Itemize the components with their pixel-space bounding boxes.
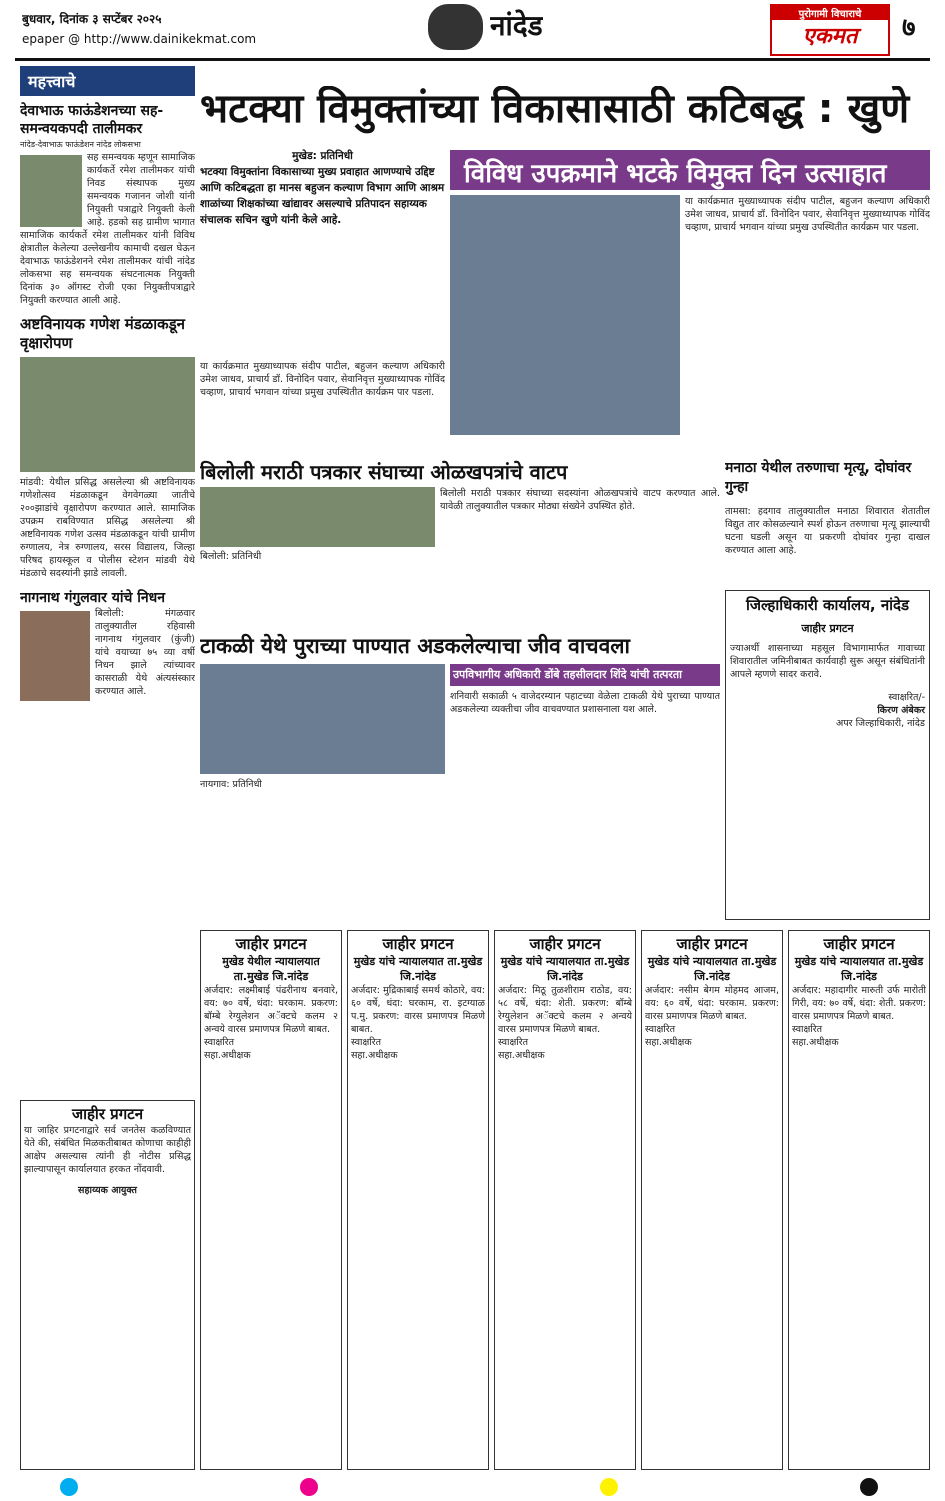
edition-date: बुधवार, दिनांक ३ सप्टेंबर २०२५ <box>22 12 162 26</box>
manatha-body: तामसा: हदगाव तालुक्यातील मनाठा शिवारात शेतातील विद्युत तार कोसळल्याने स्पर्श होऊन तरुणाचा मृत्यू झाल्याची घटना घडली असून या प्रकरणी दोघांवर गुन्हा दाखल करण्यात आला आहे. <box>725 506 930 556</box>
collector-notice-subtitle: जाहीर प्रगटन <box>801 622 854 635</box>
takli-body: शनिवारी सकाळी ५ वाजेदरम्यान पहाटच्या वेळेला टाकळी येथे पुराच्या पाण्यात अडकलेल्या व्यक्तीचा जीव वाचवण्यात प्रशासनाला यश आले. <box>450 691 720 715</box>
legal-notice-body: अर्जदार: महादागीर मारुती उर्फ मारोती गिरी, वय: ७० वर्षे, धंदा: शेती. प्रकरण: वारस प्रमाणपत्र मिळणे बाबत. <box>792 985 926 1022</box>
legal-notice <box>641 930 783 1470</box>
collector-sign-label: स्वाक्षरित/- <box>888 692 925 703</box>
section-tag: महत्त्वाचे <box>20 66 195 96</box>
legal-notice-title: जाहीर प्रगटन <box>235 935 307 953</box>
left-column <box>20 66 195 1096</box>
main-right-text: या कार्यक्रमात मुख्याध्यापक संदीप पाटील, बहुजन कल्याण अधिकारी उमेश जाधव, प्राचार्य डॉ. विनोदिन पवार, सेवानिवृत्त मुख्याध्यापक गोविंद चव्हाण, प्राचार्य भगवान यांच्या प्रमुख उपस्थितीत कार्यक्रम पार पडला. <box>685 196 930 233</box>
brand-tagline: पुरोगामी विचाराचे <box>772 6 888 20</box>
legal-notice-sign2: सहा.अधीक्षक <box>645 1037 692 1048</box>
legal-notice-body: अर्जदार: मुद्रिकाबाई समर्थ कोठारे, वय: ६० वर्षे, धंदा: घरकाम, रा. इटग्याळ प.मु. प्रकरण: वारस प्रमाणपत्र मिळणे बाबत. <box>351 985 485 1035</box>
collector-notice-body: ज्याअर्थी शासनाच्या महसूल विभागामार्फत गावाच्या शिवारातील जमिनीबाबत कार्यवाही सुरू असून संबंधितांनी आपले म्हणणे सादर करावे. <box>730 643 925 680</box>
story1-body: सह समन्वयक म्हणून सामाजिक कार्यकर्ते रमेश तालीमकर यांची निवड संस्थापक मुख्य समन्वयक गजानन जोशी यांनी नियुक्ती पत्राद्वारे नियुक्ती केली आहे. हडको सह ग्रामीण भागात सामाजिक कार्यकर्ते रमेश तालीमकर यांनी विविध क्षेत्रातील केलेल्या उल्लेखनीय कामाची दखल घेऊन देवाभाऊ फाऊंडेशनने रमेश तालीमकर यांची नांदेड लोकसभा सह समन्वयक संघटनात्मक नियुक्ती दिनांक ३० ऑगस्ट रोजी एका नियुक्तीपत्राद्वारे नियुक्ती करण्यात आली आहे. <box>20 152 195 306</box>
legal-notice <box>200 930 342 1470</box>
legal-notice-sign2: सहा.अधीक्षक <box>498 1050 545 1061</box>
collector-notice-title: जिल्हाधिकारी कार्यालय, नांदेड <box>745 596 910 614</box>
biloli-headline: बिलोली मराठी पत्रकार संघाच्या ओळखपत्रांचे वाटप <box>200 460 568 482</box>
main-dateline: मुखेड: प्रतिनिधी <box>292 150 353 162</box>
registration-mark-icon <box>60 1478 78 1496</box>
story3-title: नागनाथ गंगुलवार यांचे निधन <box>20 590 166 606</box>
story2-body: मांडवी: येथील प्रसिद्ध असलेल्या श्री अष्टविनायक गणेशोत्सव मंडळाकडून वेगवेगळ्या जातीचे २००झाडांचे वृक्षारोपण करण्यात आले. सामाजिक उपक्रम राबविण्यात प्रसिद्ध असलेल्या श्री अष्टविनायक गणेश उत्सव मंडळाकडून यांची ग्रामीण रुग्णालय, नेत्र रुग्णालय, सरस विद्यालय, जिल्हा परिषद हायस्कूल व पोलीस स्टेशन मांडवी येथे मंडळाचे सदस्यांनी झाडे लावली. <box>20 477 195 579</box>
main-lead-box <box>200 148 445 348</box>
legal-notice-sign1: स्वाक्षरित <box>351 1037 382 1048</box>
legal-notice-body: अर्जदार: नसीम बेगम मोहमद आजम, वय: ६० वर्षे, धंदा: घरकाम. प्रकरण: वारस प्रमाणपत्र मिळणे बाबत. <box>645 985 779 1022</box>
bottom-left-notice <box>20 1100 195 1470</box>
bottom-left-notice-signer: सहाय्यक आयुक्त <box>78 1185 137 1196</box>
main-photo <box>450 195 680 435</box>
story1-title: देवाभाऊ फाऊंडेशनच्या सह-समन्वयकपदी तालीमकर <box>20 103 164 137</box>
legal-notice-court: मुखेड यांचे न्यायालयात ता.मुखेड जि.नांदेड <box>353 955 483 983</box>
legal-notice-title: जाहीर प्रगटन <box>529 935 601 953</box>
bottom-left-notice-title: जाहीर प्रगटन <box>71 1105 144 1123</box>
legal-notice-body: अर्जदार: मिठू तुळशीराम राठोड, वय: ५८ वर्षे, धंदा: शेती. प्रकरण: बॉम्बे रेग्युलेशन अॅक्टचे कलम २ अन्वये वारस प्रमाणपत्र मिळणे बाबत. <box>498 985 632 1035</box>
main-headline: भटक्या विमुक्तांच्या विकासासाठी कटिबद्ध : खुणे <box>200 86 910 132</box>
legal-notice-court: मुखेड यांचे न्यायालयात ता.मुखेड जि.नांदेड <box>647 955 777 983</box>
legal-notice-sign2: सहा.अधीक्षक <box>792 1037 839 1048</box>
story2-photo <box>20 357 195 472</box>
collector-signer: किरण अंबेकर <box>877 705 925 716</box>
newspaper-logo <box>770 4 890 56</box>
story3-photo <box>20 611 90 701</box>
legal-notice <box>494 930 636 1470</box>
story1-photo <box>20 155 82 227</box>
takli-photo <box>200 664 445 774</box>
manatha-headline: मनाठा येथील तरुणाचा मृत्यू, दोघांवर गुन्हा <box>725 460 912 495</box>
story2-title: अष्टविनायक गणेश मंडळाकडून वृक्षारोपण <box>20 315 185 352</box>
legal-notice-body: अर्जदार: लक्ष्मीबाई पंढरीनाथ बनवारे, वय: ७० वर्षे, धंदा: घरकाम. प्रकरण: बॉम्बे रेग्युलेशन अॅक्टचे कलम २ अन्वये वारस प्रमाणपत्र मिळणे बाबत. <box>204 985 338 1035</box>
takli-subhead: उपविभागीय अधिकारी डोंबे तहसीलदार शिंदे यांची तत्परता <box>450 664 720 686</box>
header-rule <box>15 58 930 61</box>
city-emblem-icon <box>428 4 483 50</box>
legal-notice-sign1: स्वाक्षरित <box>645 1024 676 1035</box>
main-lead: भटक्या विमुक्तांना विकासाच्या मुख्य प्रवाहात आणण्याचे उद्दिष्ट आणि कटिबद्धता हा मानस बहुजन कल्याण विभाग आणि आश्रम शाळांच्या शिक्षकांच्या खांद्यावर असल्याचे प्रतिपादन सहाय्यक संचालक सचिन खुणे यांनी केले आहे. <box>200 166 445 226</box>
legal-notice-sign1: स्वाक्षरित <box>792 1024 823 1035</box>
bottom-left-notice-body: या जाहिर प्रगटनाद्वारे सर्व जनतेस कळविण्यात येते की, संबंधित मिळकतीबाबत कोणाचा काहीही आक्षेप असल्यास त्यांनी ही नोटीस प्रसिद्ध झाल्यापासून कार्यालयात हरकत नोंदवावी. <box>24 1125 191 1175</box>
takli-headline: टाकळी येथे पुराच्या पाण्यात अडकलेल्याचा जीव वाचवला <box>200 634 630 658</box>
biloli-dateline: बिलोली: प्रतिनिधी <box>200 551 262 562</box>
legal-notice-court: मुखेड येथील न्यायालयात ता.मुखेड जि.नांदेड <box>222 955 320 983</box>
collector-notice <box>725 590 930 920</box>
legal-notice-court: मुखेड यांचे न्यायालयात ता.मुखेड जि.नांदेड <box>500 955 630 983</box>
legal-notice-title: जाहीर प्रगटन <box>676 935 748 953</box>
story3-body: बिलोली: मंगळवार तालुक्यातील रहिवासी नागनाथ गंगुलवार (कुंजी) यांचे वयाच्या ७५ व्या वर्षी निधन झाले त्यांच्यावर कासराळी येथे अंत्यसंस्कार करण्यात आले. <box>95 608 195 697</box>
legal-notice-title: जाहीर प्रगटन <box>823 935 895 953</box>
story1-dateline: नांदेड-देवाभाऊ फाऊंडेशन नांदेड लोकसभा <box>20 140 141 149</box>
brand-name: एकमत <box>802 24 858 49</box>
legal-notice <box>347 930 489 1470</box>
page-number: ७ <box>902 13 916 43</box>
legal-notice-sign1: स्वाक्षरित <box>498 1037 529 1048</box>
main-body-left: या कार्यक्रमात मुख्याध्यापक संदीप पाटील, बहुजन कल्याण अधिकारी उमेश जाधव, प्राचार्य डॉ. विनोदिन पवार, सेवानिवृत्त मुख्याध्यापक गोविंद चव्हाण, प्राचार्य भगवान यांच्या प्रमुख उपस्थितीत कार्यक्रम पार पडला. <box>200 361 445 398</box>
legal-notice-sign2: सहा.अधीक्षक <box>351 1050 398 1061</box>
legal-notice-court: मुखेड यांचे न्यायालयात ता.मुखेड जि.नांदेड <box>794 955 924 983</box>
biloli-photo <box>200 487 435 547</box>
registration-mark-icon <box>860 1478 878 1496</box>
registration-mark-icon <box>300 1478 318 1496</box>
legal-notice-sign2: सहा.अधीक्षक <box>204 1050 251 1061</box>
edition-city: नांदेड <box>490 9 543 42</box>
takli-dateline: नायगाव: प्रतिनिधी <box>200 779 262 790</box>
legal-notice <box>788 930 930 1470</box>
collector-designation: अपर जिल्हाधिकारी, नांदेड <box>836 718 925 729</box>
epaper-link[interactable]: epaper @ http://www.dainikekmat.com <box>22 32 257 46</box>
registration-mark-icon <box>600 1478 618 1496</box>
legal-notice-title: जाहीर प्रगटन <box>382 935 454 953</box>
biloli-body: बिलोली मराठी पत्रकार संघाच्या सदस्यांना ओळखपत्रांचे वाटप करण्यात आले. यावेळी तालुक्यातील पत्रकार मोठ्या संख्येने उपस्थित होते. <box>440 488 720 512</box>
legal-notice-sign1: स्वाक्षरित <box>204 1037 235 1048</box>
main-banner: विविध उपक्रमाने भटके विमुक्त दिन उत्साहात <box>450 150 930 190</box>
